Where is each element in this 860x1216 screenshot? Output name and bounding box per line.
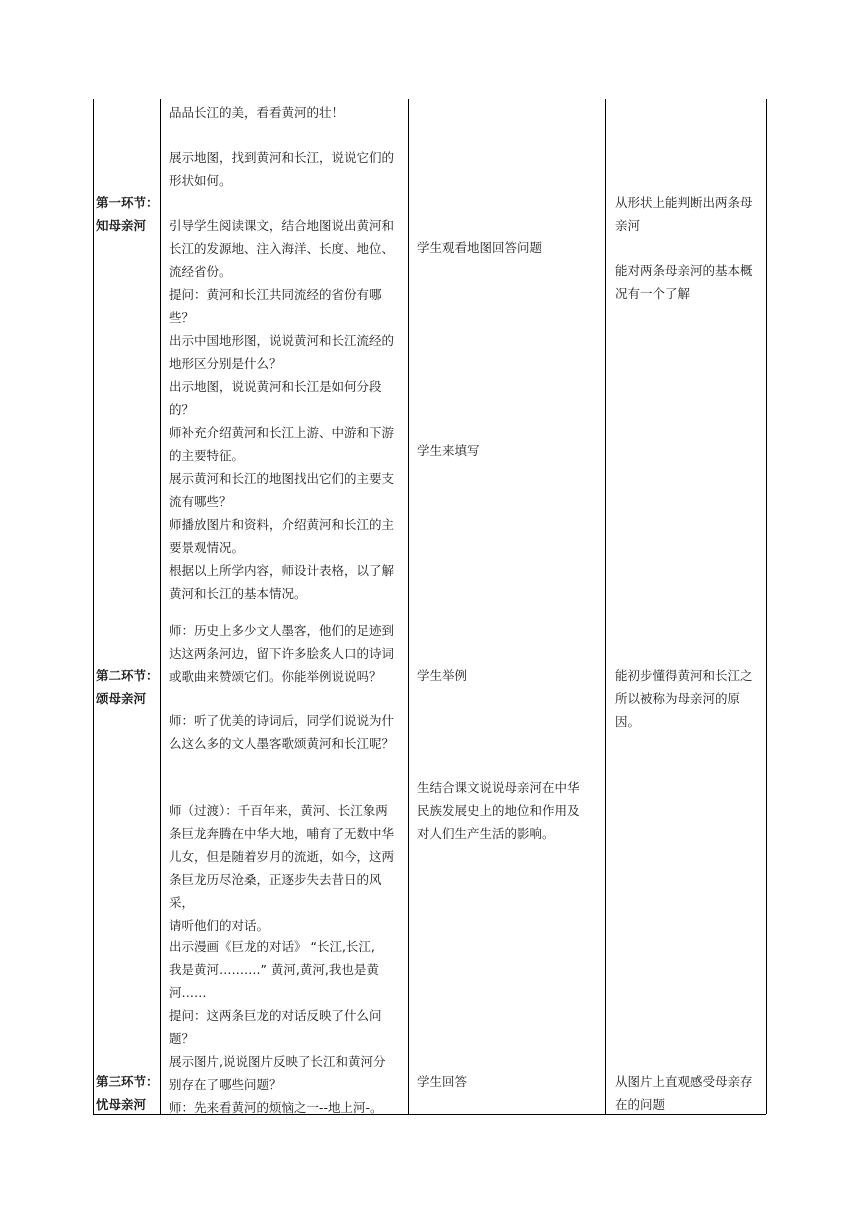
table-border-left <box>93 99 94 1114</box>
student-activity: 学生举例 <box>417 668 468 683</box>
teacher-activity: 引导学生阅读课文，结合地图说出黄河和 长江的发源地、注入海洋、长度、地位、 流经省份。 提问：黄河和长江共同流经的省份有哪 些？ 出示中国地形图，说说黄河和长江流经的 地形区分别是什么？ 出示地图，说说黄河和长江是如何分段 的？ 师补充介绍黄河和长江上游、中游和下游 的主要特征。 展示黄河和长江的地图找出它们的主要支 流有哪些？ 师播放图片和资料，介绍黄河和长江的主 要景观情况。 根据以上所学内容，师设计表格，以了解 黄河和长江的基本情况。 <box>169 218 395 601</box>
student-activity: 学生回答 <box>417 1074 468 1089</box>
teacher-activity: 展示地图，找到黄河和长江，说说它们的 形状如何。 <box>169 150 395 188</box>
stage-label-3: 第三环节： 忧母亲河 <box>96 1074 159 1112</box>
student-activity: 生结合课文说说母亲河在中华 民族发展史上的地位和作用及 对人们生产生活的影响。 <box>417 780 580 841</box>
student-activity: 学生观看地图回答问题 <box>417 240 543 255</box>
teacher-activity: 出示漫画《巨龙的对话》 “长江,长江, 我是黄河……….” 黄河,黄河,我也是黄 河…… 提问：这两条巨龙的对话反映了什么问 题？ 展示图片,说说图片反映了长江和黄河分 别存在了哪些问题？ 师：先来看黄河的烦恼之一--地上河-。 <box>169 939 386 1115</box>
table-border-col2 <box>408 99 409 1114</box>
design-intent: 能对两条母亲河的基本概 况有一个了解 <box>615 263 753 301</box>
design-intent: 从形状上能判断出两条母 亲河 <box>615 195 753 233</box>
stage-label-2: 第二环节： 颂母亲河 <box>96 668 159 706</box>
teacher-activity: 品品长江的美，看看黄河的壮！ <box>169 105 345 120</box>
stage-label-1: 第一环节： 知母亲河 <box>96 195 159 233</box>
table-border-right <box>766 99 767 1114</box>
teacher-activity: 师：听了优美的诗词后，同学们说说为什 么这么多的文人墨客歌颂黄河和长江呢？ <box>169 713 395 751</box>
student-activity: 学生来填写 <box>417 443 480 458</box>
teacher-activity: 师（过渡）：千百年来，黄河、长江象两 条巨龙奔腾在中华大地，哺育了无数中华 儿女，但是随着岁月的流逝，如今，这两 条巨龙历尽沧桑，正逐步失去昔日的风采， 请听他们的对话。 <box>169 803 395 933</box>
design-intent: 能初步懂得黄河和长江之 所以被称为母亲河的原 因。 <box>615 668 753 729</box>
table-border-col1 <box>160 99 161 1114</box>
table-border-col3 <box>605 99 606 1114</box>
design-intent: 从图片上直观感受母亲存 在的问题 <box>615 1074 753 1112</box>
teacher-activity: 师：历史上多少文人墨客，他们的足迹到 达这两条河边，留下许多脍炙人口的诗词 或歌曲来赞颂它们。你能举例说说吗？ <box>169 623 395 684</box>
